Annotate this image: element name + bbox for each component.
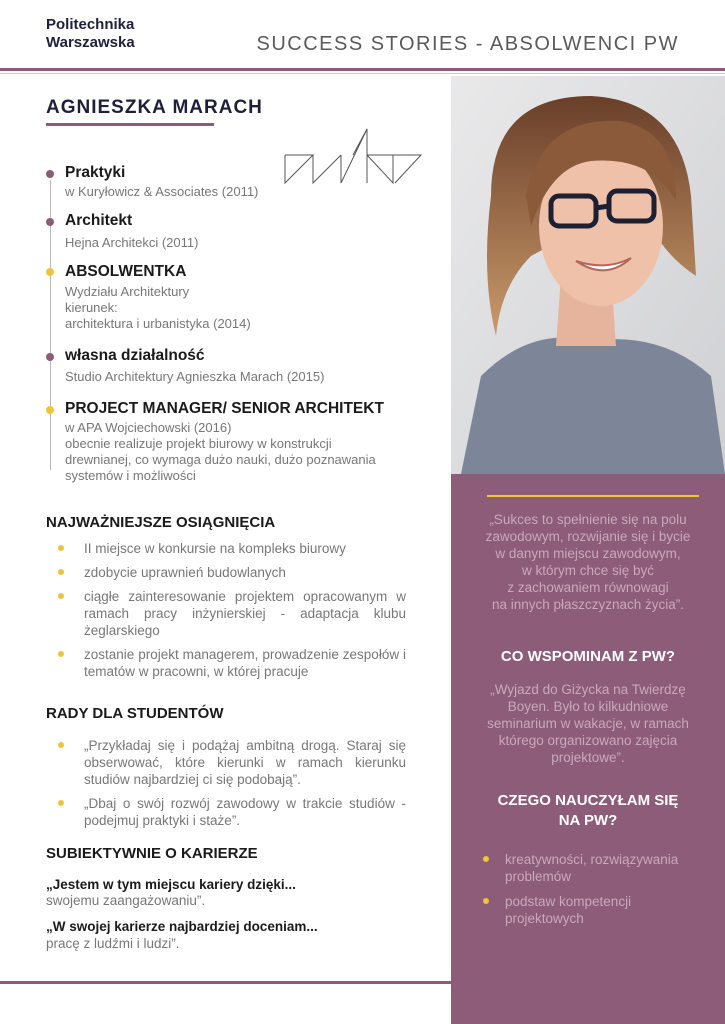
- timeline-desc: w APA Wojciechowski (2016) obecnie realizuje projekt biurowy w konstrukcji drewnianej, co wymaga dużo nauki, dużo poznawania systemów i możliwości: [65, 420, 376, 483]
- panel-divider: [487, 495, 699, 497]
- portrait-photo: [451, 76, 725, 474]
- timeline-dot: [46, 218, 54, 226]
- timeline-title: Praktyki: [65, 164, 126, 181]
- list-item: „Dbaj o swój rozwój zawodowy w trakcie studiów - podejmuj praktyki i staże”.: [58, 795, 406, 829]
- timeline-desc: Hejna Architekci (2011): [65, 235, 199, 250]
- name-underline: [46, 123, 214, 126]
- career-quote-2-lead: „W swojej karierze najbardziej doceniam...: [46, 919, 318, 934]
- achievements-list: [58, 540, 406, 687]
- timeline-dot: [46, 170, 54, 178]
- footer-divider: [0, 981, 451, 984]
- header-divider-thin: [0, 73, 725, 74]
- list-item: II miejsce w konkursie na kompleks biurowy: [58, 540, 406, 557]
- timeline-title: własna działalność: [65, 347, 205, 364]
- timeline-dot: [46, 268, 54, 276]
- architect-signature-icon: [283, 125, 423, 192]
- list-item: ciągłe zainteresowanie projektem opracowanym w ramach pracy inżynierskiej - adaptacja klubu żeglarskiego: [58, 588, 406, 639]
- remember-heading: CO WSPOMINAM Z PW?: [500, 648, 676, 665]
- learned-list: [483, 851, 711, 935]
- timeline-title: ABSOLWENTKA: [65, 263, 187, 280]
- timeline-desc: Studio Architektury Agnieszka Marach (2015): [65, 369, 325, 384]
- success-quote: „Sukces to spełnienie się na polu zawodowym, rozwijanie się i bycie w danym miejscu zawodowym, w którym chce się być z zachowaniem równowagi na innych płaszczyznach życia”.: [485, 512, 691, 612]
- logo-line2: Warszawska: [46, 34, 135, 51]
- list-item: „Przykładaj się i podążaj ambitną drogą. Staraj się obserwować, które kierunki w ramach kierunku studiów najbardziej ci się podobają”.: [58, 737, 406, 788]
- list-item: zostanie projekt managerem, prowadzenie zespołów i tematów w pracowni, w której pracuje: [58, 646, 406, 680]
- advice-heading: RADY DLA STUDENTÓW: [46, 705, 224, 722]
- person-name: AGNIESZKA MARACH: [46, 97, 263, 118]
- timeline-dot: [46, 353, 54, 361]
- career-quote-2-text: pracę z ludźmi i ludzi”.: [46, 936, 180, 951]
- page-title: SUCCESS STORIES - ABSOLWENCI PW: [256, 33, 679, 55]
- advice-list: [58, 737, 406, 836]
- achievements-heading: NAJWAŻNIEJSZE OSIĄGNIĘCIA: [46, 514, 276, 531]
- list-item: kreatywności, rozwiązywania problemów: [483, 851, 711, 885]
- subjective-heading: SUBIEKTYWNIE O KARIERZE: [46, 845, 258, 862]
- career-quote-1-lead: „Jestem w tym miejscu kariery dzięki...: [46, 877, 296, 892]
- timeline-desc: w Kuryłowicz & Associates (2011): [65, 184, 259, 199]
- list-item: zdobycie uprawnień budowlanych: [58, 564, 406, 581]
- logo: [46, 16, 135, 52]
- header-divider: [0, 68, 725, 71]
- timeline-desc: Wydziału Architektury kierunek: architektura i urbanistyka (2014): [65, 284, 251, 331]
- timeline-title: Architekt: [65, 212, 133, 229]
- timeline-title: PROJECT MANAGER/ SENIOR ARCHITEKT: [65, 400, 384, 417]
- logo-line1: Politechnika: [46, 16, 135, 33]
- learned-heading: CZEGO NAUCZYŁAM SIĘ NA PW?: [497, 792, 679, 829]
- timeline-dot: [46, 406, 54, 414]
- remember-text: „Wyjazd do Giżycka na Twierdzę Boyen. Było to kilkudniowe seminarium w wakacje, w ramach którego organizowano zajęcia projektowe”.: [487, 682, 689, 765]
- career-quote-1-text: swojemu zaangażowaniu”.: [46, 893, 206, 908]
- list-item: podstaw kompetencji projektowych: [483, 893, 711, 927]
